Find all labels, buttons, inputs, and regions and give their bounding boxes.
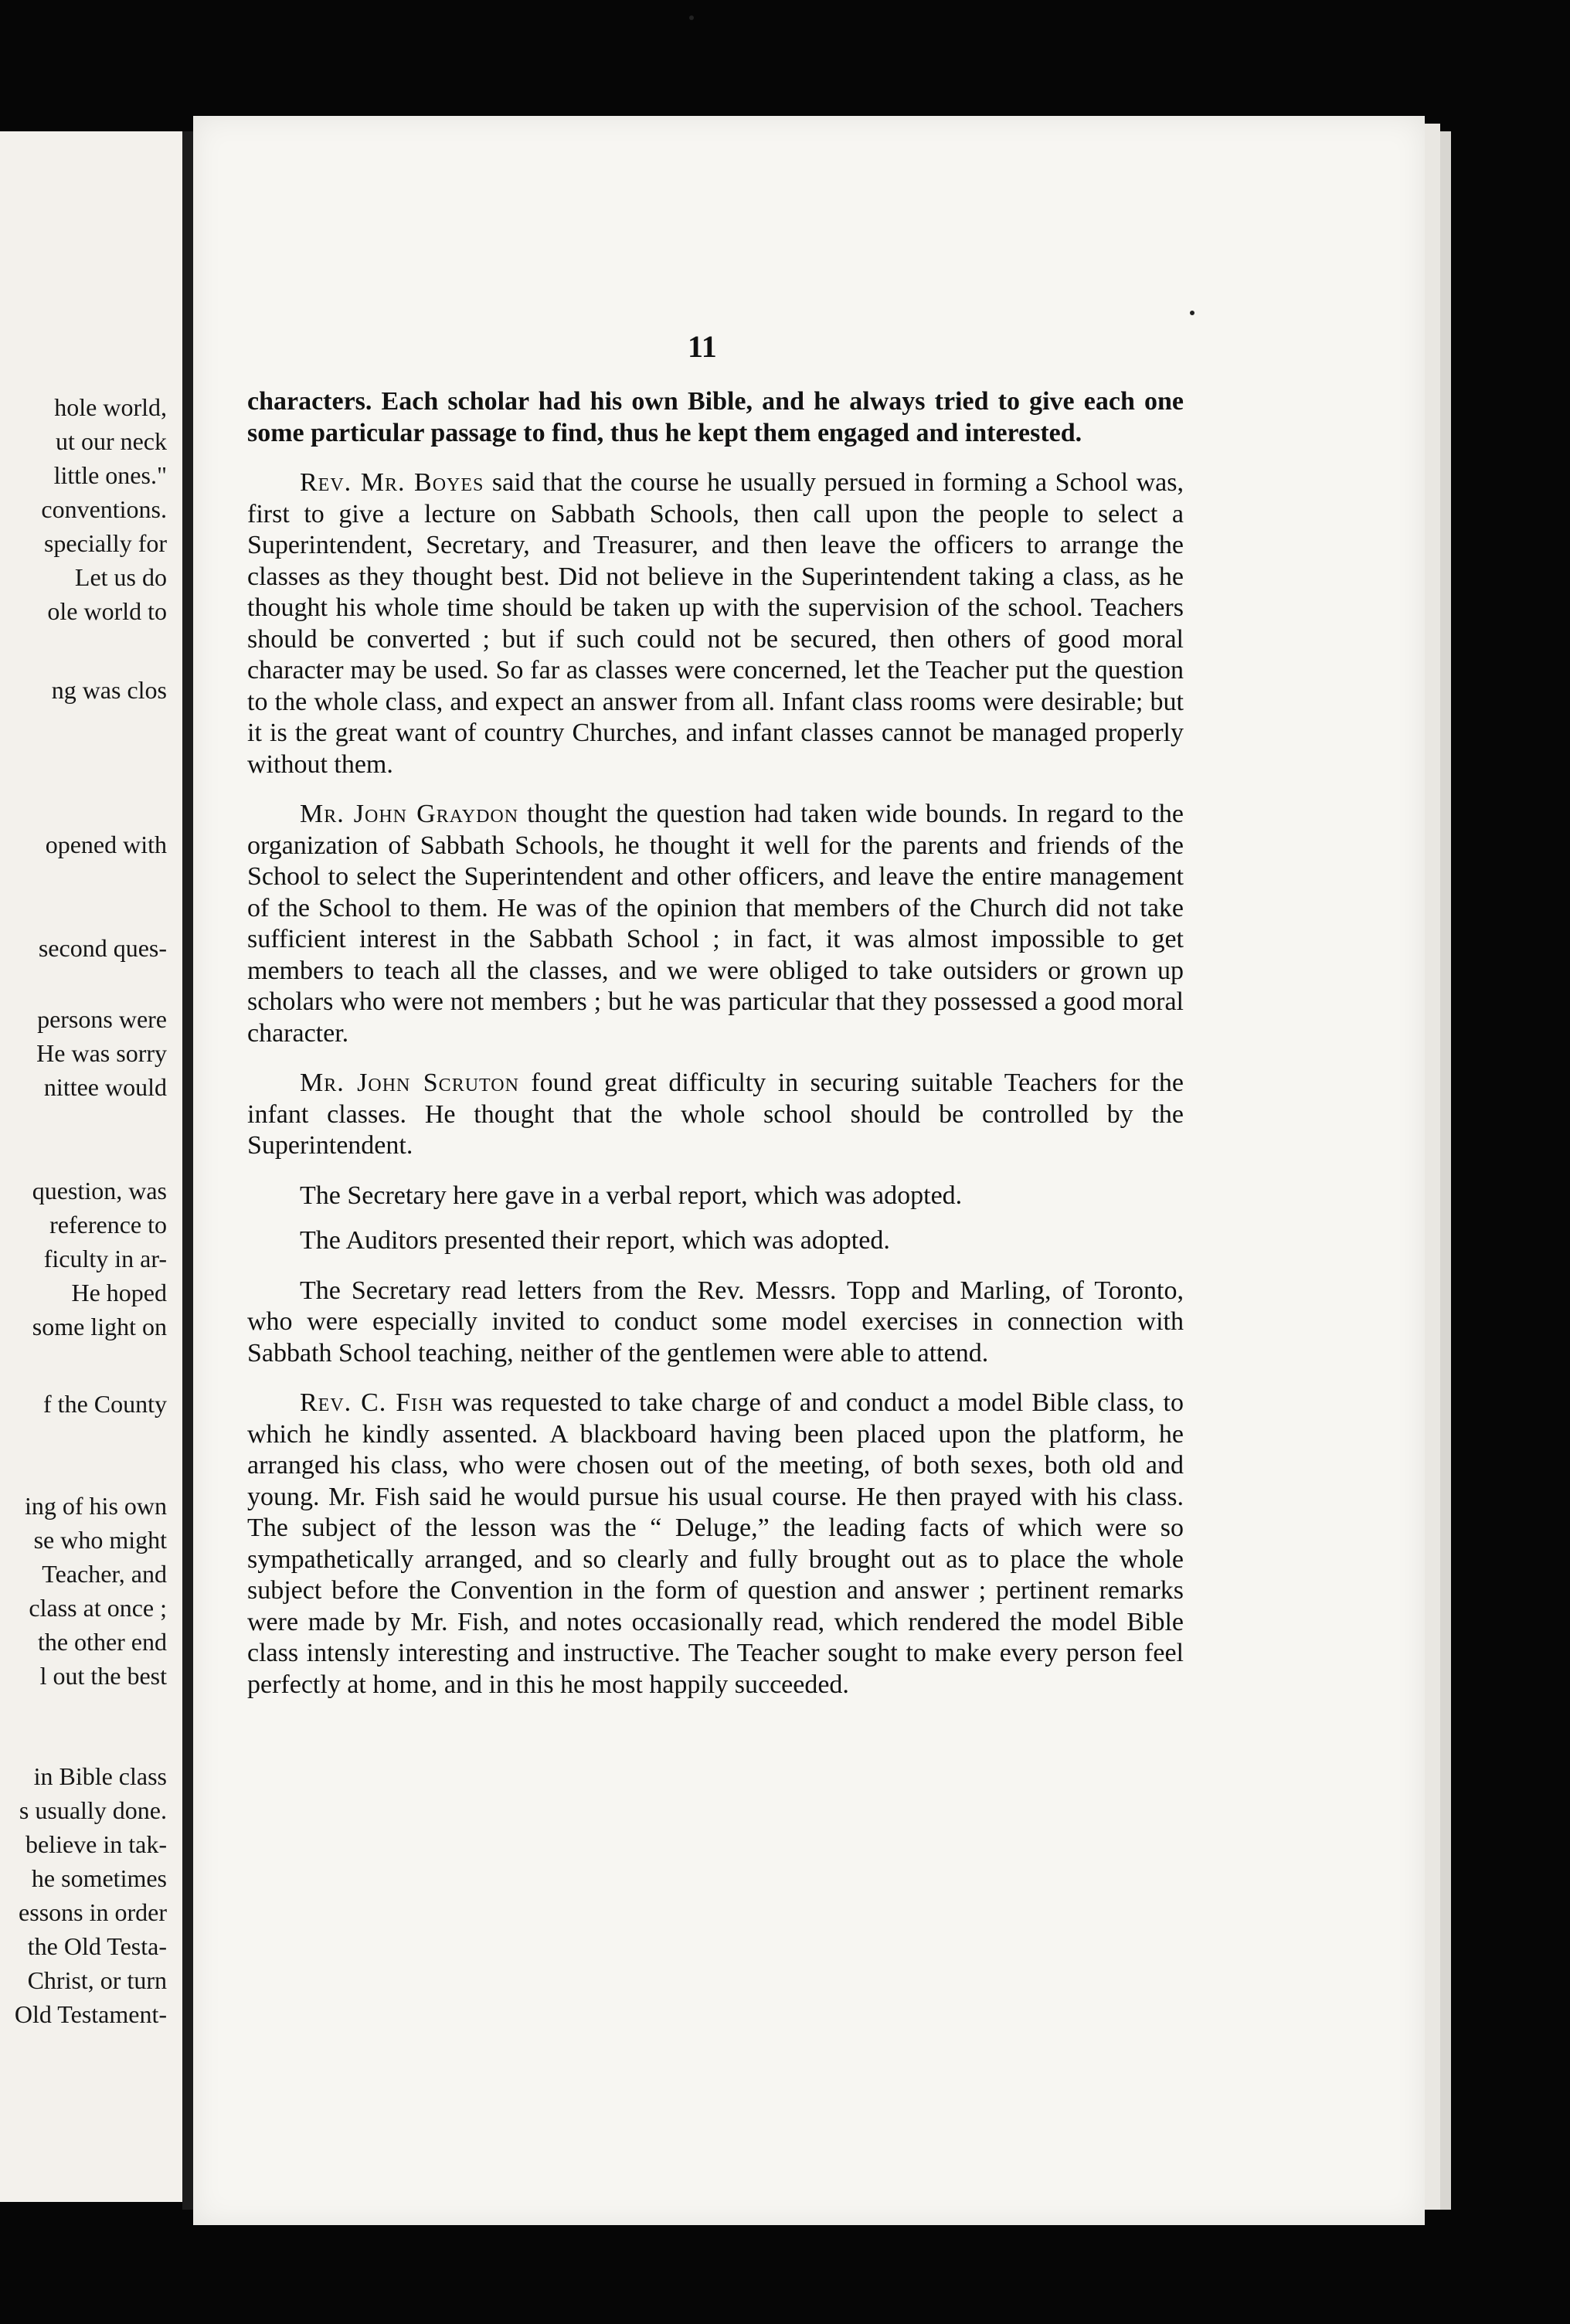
paragraph-text: The Secretary here gave in a verbal report, which was adopted. bbox=[300, 1181, 963, 1210]
paragraph-text: The Secretary read letters from the Rev. Messrs. Topp and Marling, of Toronto, who were especially invited to conduct some model exercises in connection with Sabbath School teaching, neither of the gentlemen were able to attend. bbox=[247, 1276, 1184, 1368]
left-line: specially for bbox=[43, 529, 167, 557]
left-line: nittee would bbox=[43, 1073, 167, 1101]
left-line: l out the best bbox=[39, 1662, 167, 1690]
speaker-name: Mr. John Scruton bbox=[300, 1069, 519, 1097]
left-line: Teacher, and bbox=[42, 1560, 167, 1588]
left-line: second ques- bbox=[38, 934, 167, 962]
book-gutter bbox=[182, 131, 193, 2210]
paragraph-text: characters. Each scholar had his own Bible, and he always tried to give each one some particular passage to find, thus he kept them engaged and interested. bbox=[247, 387, 1184, 447]
left-line: hole world, bbox=[54, 393, 167, 421]
paragraph-secretary-report bbox=[247, 1181, 1184, 1212]
page-number: 11 bbox=[688, 329, 717, 364]
left-line: conventions. bbox=[41, 495, 167, 523]
left-line: reference to bbox=[49, 1211, 167, 1238]
speaker-name: Rev. C. Fish bbox=[300, 1388, 443, 1417]
left-line: believe in tak- bbox=[25, 1830, 167, 1858]
scan-speck bbox=[689, 15, 694, 20]
left-line: Old Testament- bbox=[14, 2000, 167, 2028]
scan-speck bbox=[1190, 311, 1194, 315]
left-line: ng was clos bbox=[51, 676, 167, 704]
paragraph-text: was requested to take charge of and conduct a model Bible class, to which he kindly assented. A blackboard having been placed upon the platform, he arranged his class, who were chosen out of the meeting, of both sexes, both old and young. Mr. Fish said he would pursue his usual course. He then prayed with his class. The subject of the lesson was the “ Deluge,” the leading facts of which were so sympathetically arranged, and so clearly and fully brought out as to place the whole subject before the Convention in the form of question and answer ; pertinent remarks were made by Mr. Fish, and notes occasionally read, which rendered the model Bible class intensly interesting and instructive. The Teacher sought to make every person feel perfectly at home, and in this he most happily succeeded. bbox=[247, 1388, 1184, 1699]
paragraph-text: found great difficulty in securing suitable Teachers for the infant classes. He thought that the whole school should be controlled by the Superintendent. bbox=[247, 1069, 1184, 1160]
left-line: Christ, or turn bbox=[27, 1966, 167, 1994]
paragraph-fish bbox=[247, 1388, 1184, 1701]
left-line: se who might bbox=[33, 1526, 167, 1554]
paragraph-letters bbox=[247, 1276, 1184, 1370]
paragraph-continuation bbox=[247, 386, 1184, 449]
left-line: ole world to bbox=[47, 597, 167, 625]
page-edge-shadow bbox=[1440, 131, 1451, 2210]
left-line: he sometimes bbox=[31, 1864, 167, 1892]
paragraph-boyes bbox=[247, 467, 1184, 780]
left-line: ut our neck bbox=[56, 427, 167, 455]
text-column bbox=[247, 386, 1184, 1701]
left-line: little ones." bbox=[53, 461, 167, 489]
paragraph-graydon bbox=[247, 799, 1184, 1049]
left-line: ing of his own bbox=[25, 1492, 167, 1520]
left-line: Let us do bbox=[74, 563, 167, 591]
left-line: s usually done. bbox=[19, 1796, 167, 1824]
left-line: in Bible class bbox=[33, 1762, 167, 1790]
paragraph-text: thought the question had taken wide bounds. In regard to the organization of Sabbath Schools, he thought it well for the parents and friends of the School to select the Superintendent and other officers, and leave the entire management of the School to them. He was of the opinion that members of the Church did not take sufficient interest in the Sabbath School ; in fact, it was almost impossible to get members to teach all the classes, and we were obliged to take outsiders or grown up scholars who were not members ; but he was particular that they possessed a good moral character. bbox=[247, 800, 1184, 1048]
left-facing-page bbox=[0, 131, 182, 2202]
speaker-name: Rev. Mr. Boyes bbox=[300, 468, 484, 497]
paragraph-auditors-report bbox=[247, 1225, 1184, 1257]
left-line: question, was bbox=[32, 1177, 167, 1204]
paragraph-text: said that the course he usually persued in forming a School was, first to give a lecture on Sabbath Schools, then call upon the people to select a Superintendent, Secretary, and Treasurer, and then leave the officers to arrange the classes as they thought best. Did not believe in the Superintendent taking a class, as he thought his whole time should be taken up with the supervision of the school. Teachers should be converted ; but if such could not be secured, then others of good moral character may be used. So far as classes were concerned, let the Teacher put the question to the whole class, and expect an answer from all. Infant class rooms were desirable; but it is the great want of country Churches, and infant classes cannot be managed properly without them. bbox=[247, 468, 1184, 779]
page-edge bbox=[1425, 124, 1440, 2210]
left-line: persons were bbox=[37, 1005, 167, 1033]
left-line: essons in order bbox=[19, 1898, 167, 1926]
left-line: class at once ; bbox=[29, 1594, 167, 1622]
left-line: the other end bbox=[37, 1628, 167, 1656]
left-line: He hoped bbox=[71, 1279, 167, 1306]
left-line: some light on bbox=[32, 1313, 167, 1340]
left-line: opened with bbox=[45, 831, 167, 858]
left-line: f the County bbox=[43, 1390, 167, 1418]
left-line: the Old Testa- bbox=[27, 1932, 167, 1960]
paragraph-scruton bbox=[247, 1068, 1184, 1162]
speaker-name: Mr. John Graydon bbox=[300, 800, 519, 828]
left-line: ficulty in ar- bbox=[43, 1245, 167, 1272]
paragraph-text: The Auditors presented their report, which was adopted. bbox=[300, 1226, 890, 1255]
left-line: He was sorry bbox=[36, 1039, 167, 1067]
